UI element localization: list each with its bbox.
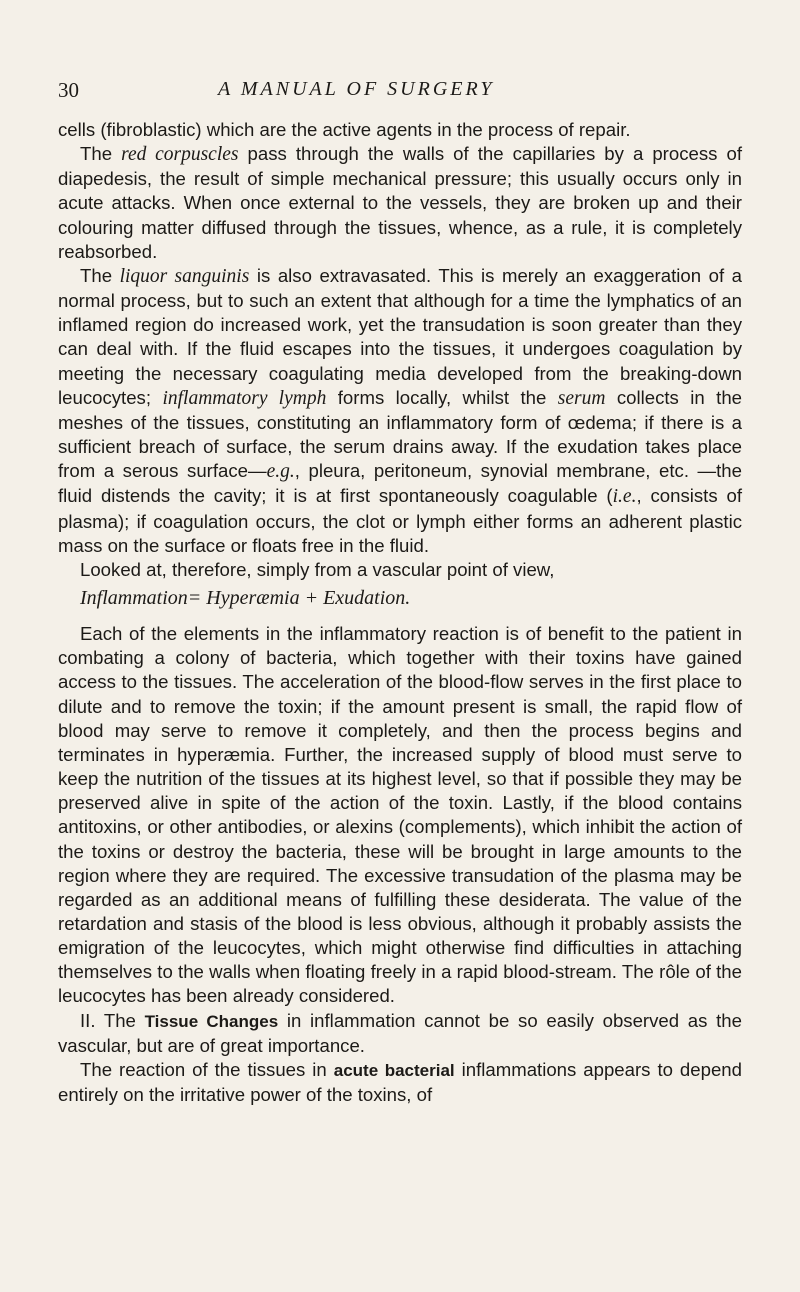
text-run: is also extravasated. This is merely an exaggeration of a normal process, but to such an extent that although for a time the lymphatics of an inflamed region do increased work, yet the transudation is soon greater than they can deal with. If the fluid escapes into the tissues, it undergoes coagulation by meeting the necessary coagulating media developed from the breaking-down leucocytes; [58, 264, 742, 408]
italic-term: e.g. [266, 461, 295, 483]
page-header [58, 78, 738, 108]
text-run: II. The [80, 1009, 145, 1031]
text-run: collects in the meshes of the tissues, constituting an inflammatory form of œdema; if there is a sufficient breach of surface, the serum drains away. If the exudation takes place from a serous surface— [58, 386, 743, 482]
page-number: 30 [58, 78, 79, 102]
text-run: , pleura, peritoneum, synovial membrane, etc. —the fluid distends the cavity; it is at first spontaneously coagulable ( [58, 460, 742, 507]
paragraph-tissue-reaction [58, 1058, 742, 1107]
text-run: The [80, 143, 122, 165]
italic-term: inflammatory lymph [162, 387, 327, 409]
italic-term: red corpuscles [121, 144, 239, 166]
italic-term: serum [557, 387, 606, 409]
body-text [58, 118, 742, 1107]
text-run: forms locally, whilst the [326, 386, 558, 408]
running-head: A MANUAL OF SURGERY [218, 78, 495, 100]
paragraph-liquor-sanguinis [58, 264, 742, 558]
text-run: pass through the walls of the capillaries by a process of diapedesis, the result of simple mechanical pressure; this usually occurs only in acute attacks. When once external to the vessels, they are broken up and their colouring matter diffused through the tissues, whence, as a rule, it is completely reabsorbed. [58, 143, 742, 262]
paragraph-vascular-view: Looked at, therefore, simply from a vascular point of view, [80, 558, 555, 580]
text-run: , consists of plasma); if coagulation occurs, the clot or lymph either forms an adherent plastic mass on the surface or floats free in the fluid. [58, 485, 742, 556]
text-run: in inflammation cannot be so easily observed as the vascular, but are of great importance. [58, 1009, 742, 1056]
bold-term: acute bacterial [333, 1060, 455, 1080]
paragraph-continuation: cells (fibroblastic) which are the active agents in the process of repair. [58, 119, 631, 140]
text-run: inflammations appears to depend entirely on the irritative power of the toxins, of [58, 1058, 742, 1106]
paragraph-red-corpuscles [58, 142, 742, 264]
paragraph-benefit: Each of the elements in the inflammatory reaction is of benefit to the patient in combating a colony of bacteria, which together with their toxins have gained access to the tissues. The acceleration of the blood-flow serves in the first place to dilute and to remove the toxin; if the amount present is small, the rapid flow of blood may serve to remove it completely, and then the process begins and terminates in hyperæmia. Further, the increased supply of blood must serve to keep the nutrition of the tissues at its highest level, so that if possible they may be preserved alive in spite of the action of the toxin. Lastly, if the blood contains antitoxins, or other antibodies, or alexins (complements), which inhibit the action of the toxins or destroy the bacteria, these will be brought in large amounts to the region where they are required. The excessive transudation of the plasma may be regarded as an additional means of fulfilling these desiderata. The value of the retardation and stasis of the blood is less obvious, although it probably assists the emigration of the leucocytes, which might otherwise find difficulties in attaching themselves to the walls when floating freely in a rapid blood-stream. The rôle of the leucocytes has been already considered. [58, 623, 742, 1007]
italic-term: liquor sanguinis [119, 265, 250, 287]
text-run: The reaction of the tissues in [80, 1058, 334, 1080]
text-run: The [80, 264, 120, 286]
formula: Inflammation= Hyperæmia + Exudation. [80, 586, 411, 609]
italic-term: i.e. [612, 486, 637, 508]
paragraph-tissue-changes [58, 1009, 742, 1058]
bold-term: Tissue Changes [144, 1011, 279, 1031]
